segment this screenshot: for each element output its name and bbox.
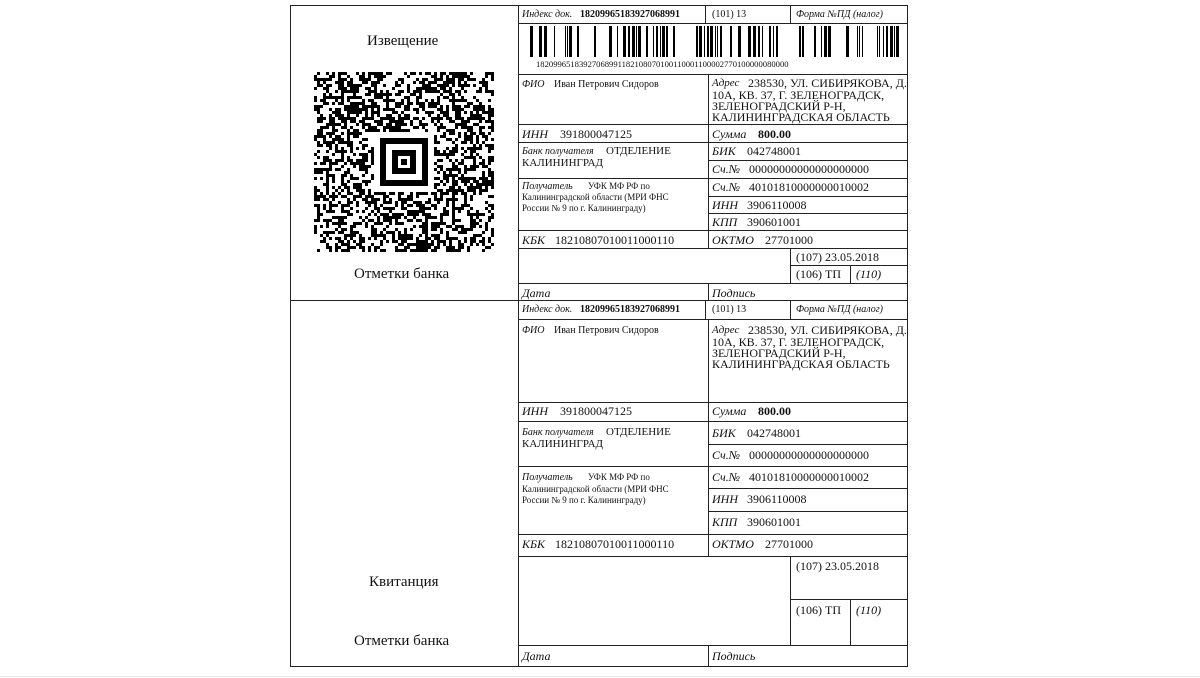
page-bottom-rule <box>0 676 1200 677</box>
bank-value: КАЛИНИНГРАД <box>522 438 604 450</box>
bottom-row-line <box>518 645 908 646</box>
oktmo-label: ОКТМО <box>712 233 754 247</box>
top-row-line <box>708 213 908 214</box>
sum-value: 800.00 <box>758 127 791 141</box>
index-label: Индекс док. <box>522 9 573 20</box>
top-row-line <box>518 283 908 284</box>
bik-value: 042748001 <box>747 426 801 440</box>
top-row-line <box>518 124 908 125</box>
kbk-label: КБК <box>522 233 546 247</box>
oktmo-label: ОКТМО <box>712 537 754 551</box>
address-line: КАЛИНИНГРАДСКАЯ ОБЛАСТЬ <box>712 357 890 371</box>
frame-bottom-line <box>290 666 908 667</box>
top-col-line <box>790 5 791 23</box>
fio-label: ФИО <box>522 325 545 336</box>
bottom-col-line <box>790 300 791 319</box>
top-row-line <box>518 74 908 75</box>
bank-label: Банк получателя <box>522 146 594 157</box>
account-value: 40101810000000010002 <box>749 180 869 194</box>
recipient-inn-label: ИНН <box>712 492 738 506</box>
kbk-label: КБК <box>522 537 546 551</box>
code-106: (106) ТП <box>796 267 841 281</box>
index-value: 18209965183927068991 <box>580 9 680 20</box>
fio-value: Иван Петрович Сидоров <box>554 79 659 90</box>
code-107: (107) 23.05.2018 <box>796 559 879 573</box>
bottom-col-line <box>708 645 709 667</box>
bottom-row-line <box>708 511 908 512</box>
oktmo-value: 27701000 <box>765 233 813 247</box>
top-col-line <box>705 5 706 23</box>
account-label: Сч.№ <box>712 162 741 176</box>
bottom-row-line <box>518 556 908 557</box>
qr-code-icon <box>314 72 494 252</box>
top-row-line <box>518 230 908 231</box>
recipient-inn-value: 3906110008 <box>747 198 807 212</box>
recipient-inn-value: 3906110008 <box>747 492 807 506</box>
bank-marks-label: Отметки банка <box>354 633 450 649</box>
kpp-label: КПП <box>712 515 738 529</box>
form-label: Форма №ПД (налог) <box>796 9 883 20</box>
oktmo-value: 27701000 <box>765 537 813 551</box>
bank-value: ОТДЕЛЕНИЕ <box>606 426 671 438</box>
recipient-line: УФК МФ РФ по <box>588 472 650 482</box>
recipient-line: России № 9 по г. Калининграду) <box>522 203 646 213</box>
address-line: ЗЕЛЕНОГРАДСКИЙ Р-Н, <box>712 99 846 113</box>
account-value: 00000000000000000000 <box>749 448 869 462</box>
notice-label: Извещение <box>367 33 439 49</box>
top-row-line <box>518 23 908 24</box>
bottom-row-line <box>518 421 908 422</box>
address-line: 10А, КВ. 37, Г. ЗЕЛЕНОГРАДСК, <box>712 88 885 102</box>
sum-value: 800.00 <box>758 404 791 418</box>
bottom-col-line <box>850 599 851 645</box>
section-divider <box>290 300 908 301</box>
bottom-row-line <box>518 402 908 403</box>
bik-label: БИК <box>712 144 736 158</box>
code-110: (110) <box>856 267 882 281</box>
label-column-divider <box>518 5 519 667</box>
address-line: 238530, УЛ. СИБИРЯКОВА, Д. <box>748 323 907 337</box>
recipient-inn-label: ИНН <box>712 198 738 212</box>
recipient-line: Калининградской области (МРИ ФНС <box>522 484 669 494</box>
bank-value: КАЛИНИНГРАД <box>522 157 604 169</box>
address-line: КАЛИНИНГРАДСКАЯ ОБЛАСТЬ <box>712 110 890 124</box>
form-label: Форма №ПД (налог) <box>796 304 883 315</box>
kpp-label: КПП <box>712 215 738 229</box>
account-label: Сч.№ <box>712 470 741 484</box>
index-value: 18209965183927068991 <box>580 304 680 315</box>
recipient-label: Получатель <box>522 181 573 192</box>
address-line: 238530, УЛ. СИБИРЯКОВА, Д. <box>748 76 907 90</box>
inn-label: ИНН <box>522 404 548 418</box>
top-row-line <box>708 160 908 161</box>
top-col-line <box>708 74 709 248</box>
recipient-line: УФК МФ РФ по <box>588 181 650 191</box>
fio-label: ФИО <box>522 79 545 90</box>
inn-value: 391800047125 <box>560 404 632 418</box>
date-label: Дата <box>522 649 551 663</box>
kbk-value: 18210807010011000110 <box>555 233 675 247</box>
top-col-line <box>790 248 791 283</box>
account-label: Сч.№ <box>712 448 741 462</box>
sum-label: Сумма <box>712 127 747 141</box>
inn-value: 391800047125 <box>560 127 632 141</box>
bik-label: БИК <box>712 426 736 440</box>
bottom-row-line <box>518 319 908 320</box>
bottom-row-line <box>518 466 908 467</box>
receipt-label: Квитанция <box>369 574 439 590</box>
kpp-value: 390601001 <box>747 215 801 229</box>
bank-label: Банк получателя <box>522 427 594 438</box>
top-row-line <box>790 265 908 266</box>
barcode-icon <box>526 26 901 57</box>
kpp-value: 390601001 <box>747 515 801 529</box>
frame-left-line <box>290 5 291 667</box>
code-101: (101) 13 <box>712 9 747 20</box>
account-value: 40101810000000010002 <box>749 470 869 484</box>
inn-label: ИНН <box>522 127 548 141</box>
bottom-row-line <box>708 488 908 489</box>
bottom-col-line <box>708 319 709 556</box>
bottom-row-line <box>518 534 908 535</box>
bik-value: 042748001 <box>747 144 801 158</box>
address-label: Адрес <box>712 77 740 89</box>
bottom-row-line <box>708 444 908 445</box>
code-110: (110) <box>856 603 882 617</box>
address-line: ЗЕЛЕНОГРАДСКИЙ Р-Н, <box>712 346 846 360</box>
code-106: (106) ТП <box>796 603 841 617</box>
bank-marks-label: Отметки банка <box>354 266 450 282</box>
date-label: Дата <box>522 286 551 300</box>
index-label: Индекс док. <box>522 304 573 315</box>
recipient-label: Получатель <box>522 472 573 483</box>
bottom-col-line <box>790 556 791 645</box>
recipient-line: Калининградской области (МРИ ФНС <box>522 192 669 202</box>
bottom-row-line <box>790 599 908 600</box>
frame-top-line <box>290 5 908 6</box>
top-col-line <box>850 265 851 283</box>
fio-value: Иван Петрович Сидоров <box>554 325 659 336</box>
kbk-value: 18210807010011000110 <box>555 537 675 551</box>
code-101: (101) 13 <box>712 304 747 315</box>
frame-right-line <box>907 5 908 667</box>
bank-value: ОТДЕЛЕНИЕ <box>606 145 671 157</box>
recipient-line: России № 9 по г. Калининграду) <box>522 495 646 505</box>
top-row-line <box>518 248 908 249</box>
address-line: 10А, КВ. 37, Г. ЗЕЛЕНОГРАДСК, <box>712 335 885 349</box>
code-107: (107) 23.05.2018 <box>796 250 879 264</box>
account-label: Сч.№ <box>712 180 741 194</box>
barcode-digits: 18209965183927068991182108070100110001100002770100000080000 <box>536 59 789 69</box>
bottom-col-line <box>705 300 706 319</box>
top-col-line <box>708 283 709 300</box>
address-label: Адрес <box>712 324 740 336</box>
signature-label: Подпись <box>712 286 756 300</box>
top-row-line <box>708 196 908 197</box>
sum-label: Сумма <box>712 404 747 418</box>
signature-label: Подпись <box>712 649 756 663</box>
top-row-line <box>518 178 908 179</box>
account-value: 00000000000000000000 <box>749 162 869 176</box>
top-row-line <box>518 142 908 143</box>
